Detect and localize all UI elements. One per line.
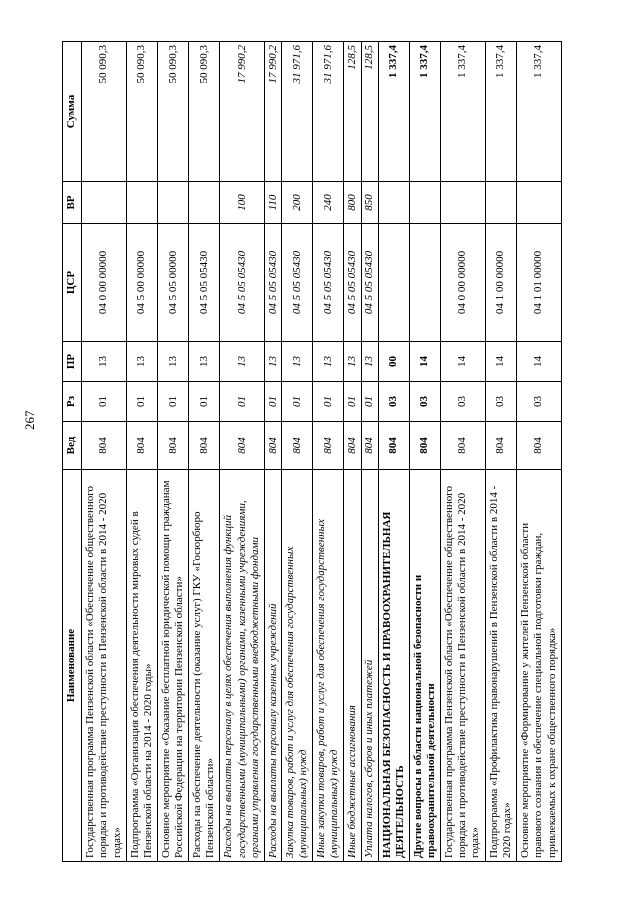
table-row (409, 42, 440, 862)
cell-rz: 01 (282, 382, 313, 422)
header-name: Наименование (63, 470, 82, 862)
cell-rz: 03 (378, 382, 409, 422)
cell-name: Расходы на выплаты персоналу в целях обеспечения выполнения функций государственными (муниципальными) органами, казенными учреждениями, органами управления государственными внебюджетными фондами (220, 470, 265, 862)
cell-name: Иные бюджетные ассигнования (344, 470, 361, 862)
cell-rz: 01 (158, 382, 189, 422)
cell-ved: 804 (361, 422, 378, 470)
cell-vr (409, 182, 440, 224)
cell-vr (516, 182, 561, 224)
cell-rz: 01 (220, 382, 265, 422)
cell-csr: 04 5 05 05430 (361, 224, 378, 342)
budget-table (62, 41, 562, 862)
cell-vr (440, 182, 485, 224)
cell-pr: 14 (516, 342, 561, 382)
table-row (265, 42, 282, 862)
cell-ved: 804 (344, 422, 361, 470)
table-row (378, 42, 409, 862)
cell-rz: 01 (127, 382, 158, 422)
cell-ved: 804 (127, 422, 158, 470)
cell-ved: 804 (158, 422, 189, 470)
cell-rz: 01 (313, 382, 344, 422)
cell-pr: 13 (265, 342, 282, 382)
cell-name: Расходы на выплаты персоналу казенных учреждений (265, 470, 282, 862)
table-header-row (63, 42, 82, 862)
cell-sum: 17 990,2 (265, 42, 282, 182)
cell-sum: 1 337,4 (516, 42, 561, 182)
cell-csr (409, 224, 440, 342)
cell-rz: 01 (265, 382, 282, 422)
cell-pr: 13 (344, 342, 361, 382)
cell-vr: 800 (344, 182, 361, 224)
cell-sum: 50 090,3 (82, 42, 127, 182)
cell-rz: 03 (485, 382, 516, 422)
cell-name: Основное мероприятие «Оказание бесплатной юридической помощи гражданам Российской Федерации на территории Пензенской области» (158, 470, 189, 862)
cell-pr: 13 (220, 342, 265, 382)
cell-sum: 50 090,3 (189, 42, 220, 182)
cell-name: Государственная программа Пензенской области «Обеспечение общественного порядка и противодействие преступности в Пензенской области в 2014 - 2020 годах» (440, 470, 485, 862)
cell-vr (158, 182, 189, 224)
header-vr: ВР (63, 182, 82, 224)
cell-csr: 04 0 00 00000 (440, 224, 485, 342)
cell-ved: 804 (440, 422, 485, 470)
table-row (82, 42, 127, 862)
table-row (344, 42, 361, 862)
cell-name: Государственная программа Пензенской области «Обеспечение общественного порядка и противодействие преступности в Пензенской области в 2014 - 2020 годах» (82, 470, 127, 862)
cell-rz: 03 (516, 382, 561, 422)
table-row (220, 42, 265, 862)
cell-vr (378, 182, 409, 224)
cell-sum: 128,5 (361, 42, 378, 182)
cell-name: НАЦИОНАЛЬНАЯ БЕЗОПАСНОСТЬ И ПРАВООХРАНИТЕЛЬНАЯ ДЕЯТЕЛЬНОСТЬ (378, 470, 409, 862)
cell-csr: 04 5 05 05430 (282, 224, 313, 342)
cell-sum: 128,5 (344, 42, 361, 182)
cell-pr: 00 (378, 342, 409, 382)
cell-vr: 850 (361, 182, 378, 224)
cell-pr: 13 (282, 342, 313, 382)
table-row (485, 42, 516, 862)
cell-vr: 200 (282, 182, 313, 224)
header-rz: Рз (63, 382, 82, 422)
table-row (313, 42, 344, 862)
cell-pr: 14 (485, 342, 516, 382)
page-number: 267 (22, 410, 37, 430)
cell-vr (127, 182, 158, 224)
cell-vr (485, 182, 516, 224)
cell-csr: 04 0 00 00000 (82, 224, 127, 342)
cell-ved: 804 (282, 422, 313, 470)
cell-sum: 1 337,4 (440, 42, 485, 182)
cell-name: Закупка товаров, работ и услуг для обеспечения государственных (муниципальных) нужд (282, 470, 313, 862)
cell-csr: 04 5 00 00000 (127, 224, 158, 342)
cell-ved: 804 (516, 422, 561, 470)
cell-vr (189, 182, 220, 224)
header-ved: Вед (63, 422, 82, 470)
cell-ved: 804 (485, 422, 516, 470)
header-csr: ЦСР (63, 224, 82, 342)
cell-csr: 04 5 05 05430 (265, 224, 282, 342)
cell-rz: 01 (361, 382, 378, 422)
cell-sum: 1 337,4 (378, 42, 409, 182)
cell-csr: 04 5 05 05430 (189, 224, 220, 342)
header-pr: ПР (63, 342, 82, 382)
table-row (127, 42, 158, 862)
cell-ved: 804 (220, 422, 265, 470)
cell-name: Подпрограмма «Организация обеспечения деятельности мировых судей в Пензенской области на 2014 - 2020 годы» (127, 470, 158, 862)
header-sum: Сумма (63, 42, 82, 182)
cell-pr: 14 (409, 342, 440, 382)
table-row (282, 42, 313, 862)
table-row (361, 42, 378, 862)
cell-csr: 04 1 00 00000 (485, 224, 516, 342)
cell-ved: 804 (378, 422, 409, 470)
cell-name: Иные закупки товаров, работ и услуг для обеспечения государственных (муниципальных) нужд (313, 470, 344, 862)
cell-pr: 13 (189, 342, 220, 382)
cell-vr: 240 (313, 182, 344, 224)
cell-ved: 804 (313, 422, 344, 470)
cell-vr: 100 (220, 182, 265, 224)
table-row (516, 42, 561, 862)
table-row (158, 42, 189, 862)
cell-pr: 13 (361, 342, 378, 382)
cell-csr (378, 224, 409, 342)
cell-sum: 50 090,3 (158, 42, 189, 182)
cell-sum: 50 090,3 (127, 42, 158, 182)
cell-pr: 13 (127, 342, 158, 382)
cell-ved: 804 (189, 422, 220, 470)
budget-table-frame (62, 42, 562, 862)
cell-ved: 804 (265, 422, 282, 470)
cell-csr: 04 5 05 05430 (344, 224, 361, 342)
table-row (189, 42, 220, 862)
cell-rz: 01 (189, 382, 220, 422)
cell-csr: 04 5 05 05430 (313, 224, 344, 342)
cell-name: Расходы на обеспечение деятельности (оказание услуг) ГКУ «Госюрбюро Пензенской области» (189, 470, 220, 862)
cell-name: Уплата налогов, сборов и иных платежей (361, 470, 378, 862)
cell-pr: 13 (158, 342, 189, 382)
table-row (440, 42, 485, 862)
cell-vr: 110 (265, 182, 282, 224)
cell-rz: 01 (344, 382, 361, 422)
cell-rz: 03 (440, 382, 485, 422)
cell-csr: 04 5 05 05430 (220, 224, 265, 342)
cell-name: Подпрограмма «Профилактика правонарушений в Пензенской области в 2014 - 2020 годах» (485, 470, 516, 862)
cell-name: Другие вопросы в области национальной безопасности и правоохранительной деятельности (409, 470, 440, 862)
cell-sum: 1 337,4 (485, 42, 516, 182)
cell-sum: 31 971,6 (313, 42, 344, 182)
cell-pr: 13 (82, 342, 127, 382)
cell-pr: 13 (313, 342, 344, 382)
cell-vr (82, 182, 127, 224)
cell-ved: 804 (409, 422, 440, 470)
cell-pr: 14 (440, 342, 485, 382)
cell-sum: 17 990,2 (220, 42, 265, 182)
cell-name: Основное мероприятие «Формирование у жителей Пензенской области правового сознания и обеспечение специальной подготовки граждан, привлекаемых к охране общественного порядка» (516, 470, 561, 862)
cell-rz: 01 (82, 382, 127, 422)
cell-csr: 04 1 01 00000 (516, 224, 561, 342)
cell-rz: 03 (409, 382, 440, 422)
cell-csr: 04 5 05 00000 (158, 224, 189, 342)
table-body (82, 42, 562, 862)
cell-sum: 31 971,6 (282, 42, 313, 182)
cell-ved: 804 (82, 422, 127, 470)
cell-sum: 1 337,4 (409, 42, 440, 182)
